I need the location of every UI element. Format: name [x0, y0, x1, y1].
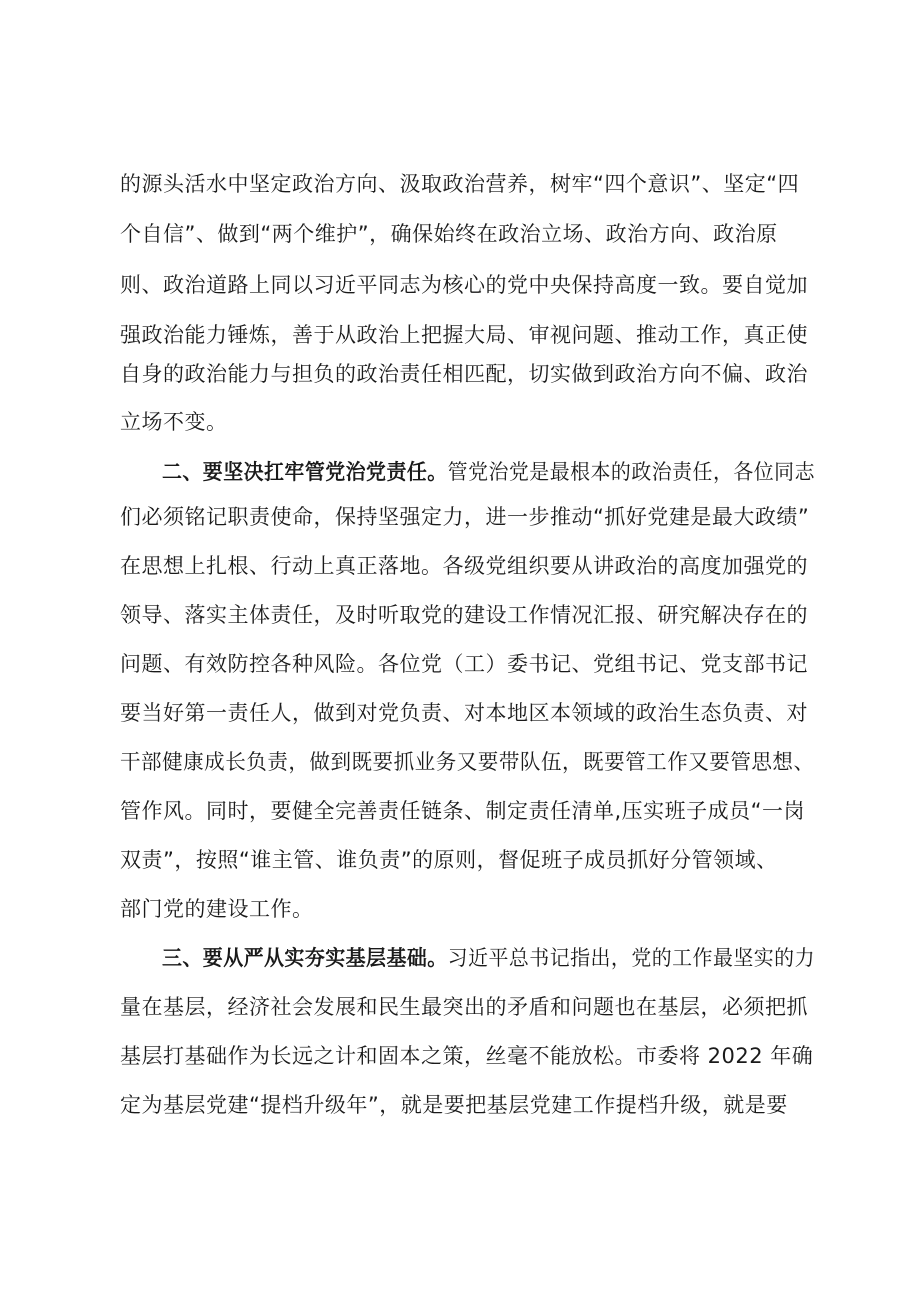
text-line: 个自信”、做到“两个维护”，确保始终在政治立场、政治方向、政治原 — [120, 222, 778, 246]
text-line: 立场不变。 — [120, 410, 228, 434]
text-line: 自身的政治能力与担负的政治责任相匹配，切实做到政治方向不偏、政治 — [120, 362, 808, 386]
text-line: 量在基层，经济社会发展和民生最突出的矛盾和问题也在基层，必须把抓 — [120, 995, 808, 1019]
text-line: 们必须铭记职责使命，保持坚强定力，进一步推动“抓好党建是最大政绩” — [120, 505, 810, 529]
text-line: 的源头活水中坚定政治方向、汲取政治营养，树牢“四个意识”、坚定“四 — [120, 172, 800, 196]
text-line: 领导、落实主体责任，及时听取党的建设工作情况汇报、研究解决存在的 — [120, 603, 808, 627]
text-span: 习近平总书记指出，党的工作最坚实的力 — [447, 946, 815, 970]
text-line: 在思想上扎根、行动上真正落地。各级党组织要从讲政治的高度加强党的 — [120, 554, 808, 578]
paragraph-first-line — [162, 938, 815, 978]
text-line: 要当好第一责任人，做到对党负责、对本地区本领域的政治生态负责、对 — [120, 701, 808, 725]
text-line: 则、政治道路上同以习近平同志为核心的党中央保持高度一致。要自觉加 — [120, 273, 808, 297]
section-heading: 二、要坚决扛牢管党治党责任。 — [162, 460, 448, 484]
text-span: 管党治党是最根本的政治责任，各位同志 — [447, 460, 815, 484]
text-line: 定为基层党建“提档升级年”，就是要把基层党建工作提档升级，就是要 — [120, 1093, 788, 1117]
text-line: 基层打基础作为长远之计和固本之策，丝毫不能放松。市委将 2022 年确 — [120, 1044, 814, 1068]
text-line: 双责”，按照“谁主管、谁负责”的原则，督促班子成员抓好分管领域、 — [120, 848, 778, 872]
text-line: 部门党的建设工作。 — [120, 897, 314, 921]
section-heading: 三、要从严从实夯实基层基础。 — [162, 946, 448, 970]
text-line: 强政治能力锤炼，善于从政治上把握大局、审视问题、推动工作，真正使 — [120, 323, 808, 347]
text-line: 干部健康成长负责，做到既要抓业务又要带队伍，既要管工作又要管思想、 — [120, 750, 815, 774]
text-line: 管作风。同时，要健全完善责任链条、制定责任清单,压实班子成员“一岗 — [120, 799, 806, 823]
paragraph-first-line — [162, 452, 815, 492]
text-line: 问题、有效防控各种风险。各位党（工）委书记、党组书记、党支部书记 — [120, 652, 808, 676]
